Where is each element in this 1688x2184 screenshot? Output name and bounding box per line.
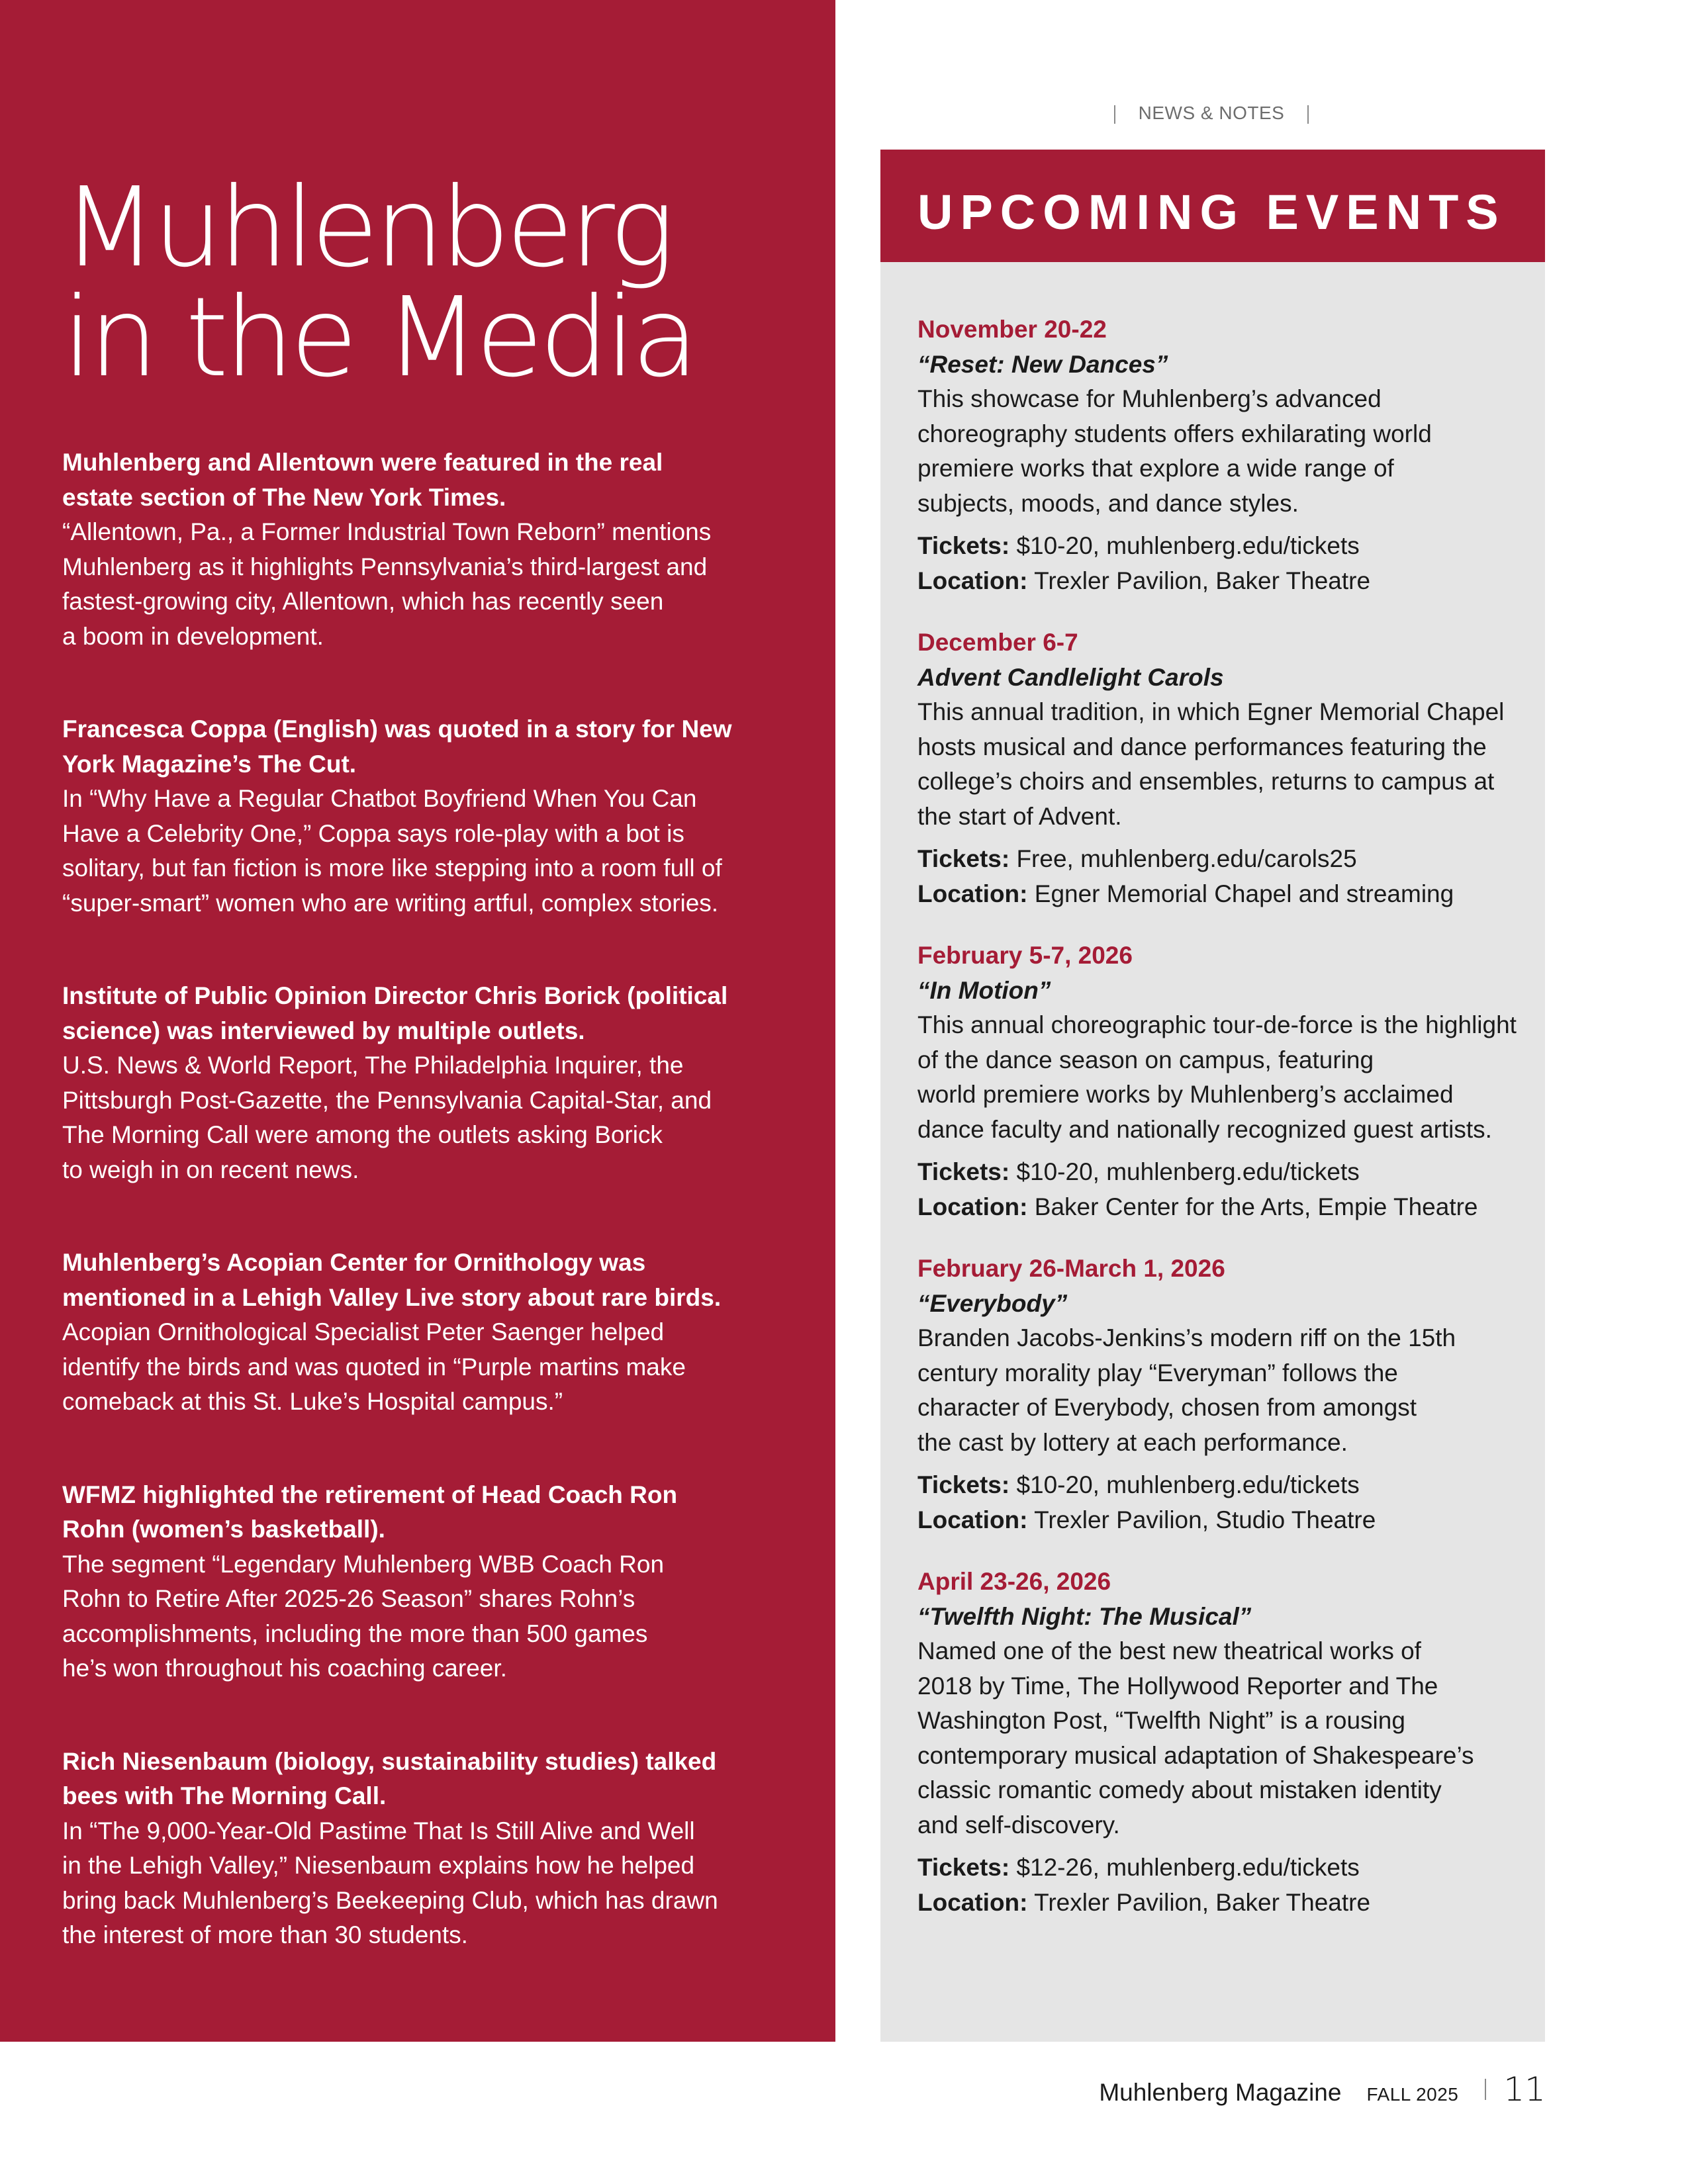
headline-line: science) was interviewed by multiple outlets. [62,1017,585,1044]
location-value: Baker Center for the Arts, Empie Theatre [1034,1193,1478,1220]
event-date: December 6-7 [917,629,1078,656]
description-line: subjects, moods, and dance styles. [917,489,1299,517]
event-date: February 5-7, 2026 [917,942,1133,969]
media-item [62,1246,777,1420]
event-tickets [917,1468,1533,1503]
description-line: 2018 by Time, The Hollywood Reporter and The [917,1672,1438,1700]
description-line: century morality play “Everyman” follows the [917,1359,1398,1387]
tickets-label: Tickets: [917,532,1010,559]
description-line: choreography students offers exhilarating world [917,420,1432,447]
media-item [62,445,777,654]
body-line: The segment “Legendary Muhlenberg WBB Coach Ron [62,1550,665,1578]
media-item-headline [62,1246,777,1315]
body-line: fastest-growing city, Allentown, which has recently seen [62,588,664,615]
event-location [917,1503,1533,1538]
description-line: classic romantic comedy about mistaken identity [917,1776,1442,1803]
event-title: “Everybody” [917,1290,1068,1317]
event-item [917,1564,1533,1920]
media-item-headline [62,1478,777,1547]
event-item [917,938,1533,1224]
description-line: hosts musical and dance performances featuring the [917,733,1487,760]
description-line: of the dance season on campus, featuring [917,1046,1374,1073]
description-line: This annual choreographic tour-de-force is the highlight [917,1011,1517,1038]
description-line: This showcase for Muhlenberg’s advanced [917,385,1382,412]
body-line: in the Lehigh Valley,” Niesenbaum explains how he helped [62,1852,695,1879]
headline-line: Muhlenberg and Allentown were featured in the real [62,449,663,476]
headline-line: Rich Niesenbaum (biology, sustainability studies) talked [62,1747,717,1775]
tickets-label: Tickets: [917,1471,1010,1498]
description-line: contemporary musical adaptation of Shakespeare’s [917,1741,1474,1769]
description-line: and self-discovery. [917,1811,1120,1839]
event-title: Advent Candlelight Carols [917,664,1224,691]
media-item-body [62,782,777,921]
description-line: the start of Advent. [917,802,1122,830]
section-label-divider-right [1307,105,1309,124]
event-location [917,1190,1533,1225]
media-item [62,712,777,921]
title-line-2: in the Media [62,274,695,402]
page-number: 11 [1503,2070,1546,2109]
media-panel [0,0,835,2042]
description-line: Washington Post, “Twelfth Night” is a rousing [917,1707,1405,1734]
event-date: April 23-26, 2026 [917,1568,1111,1595]
headline-line: estate section of The New York Times. [62,483,506,511]
headline-line: bees with The Morning Call. [62,1782,387,1809]
section-label [1112,103,1311,124]
title-line-1: Muhlenberg [62,164,671,292]
description-line: premiere works that explore a wide range of [917,455,1394,482]
location-value: Trexler Pavilion, Studio Theatre [1034,1506,1376,1533]
media-item [62,979,777,1187]
location-label: Location: [917,567,1028,594]
description-line: college’s choirs and ensembles, returns to campus at [917,768,1495,795]
section-label-text: NEWS & NOTES [1138,103,1285,123]
body-line: bring back Muhlenberg’s Beekeeping Club, which has drawn [62,1886,718,1914]
description-line: This annual tradition, in which Egner Memorial Chapel [917,698,1505,725]
event-description [917,1321,1533,1460]
description-line: Named one of the best new theatrical works of [917,1637,1421,1664]
body-line: “Allentown, Pa., a Former Industrial Town Reborn” mentions [62,518,712,545]
body-line: to weigh in on recent news. [62,1156,359,1183]
location-label: Location: [917,880,1028,907]
event-location [917,1886,1533,1921]
event-tickets [917,529,1533,564]
body-line: Pittsburgh Post-Gazette, the Pennsylvania Capital-Star, and [62,1086,712,1114]
events-panel [880,262,1545,2042]
footer-magazine-name: Muhlenberg Magazine [1099,2079,1342,2106]
event-item [917,625,1533,911]
events-heading: UPCOMING EVENTS [917,185,1506,240]
event-description [917,382,1533,521]
event-title: “In Motion” [917,977,1051,1004]
footer-season: FALL 2025 [1366,2084,1459,2105]
body-line: The Morning Call were among the outlets asking Borick [62,1121,663,1148]
body-line: Acopian Ornithological Specialist Peter Saenger helped [62,1318,665,1345]
tickets-value: Free, muhlenberg.edu/carols25 [1016,845,1357,872]
event-description [917,1008,1533,1147]
body-line: the interest of more than 30 students. [62,1921,468,1948]
body-line: Have a Celebrity One,” Coppa says role-play with a bot is [62,819,684,847]
body-line: comeback at this St. Luke’s Hospital campus.” [62,1388,563,1415]
media-list [62,445,777,2011]
headline-line: mentioned in a Lehigh Valley Live story about rare birds. [62,1283,722,1311]
headline-line: Muhlenberg’s Acopian Center for Ornithology was [62,1249,646,1276]
location-label: Location: [917,1888,1028,1916]
tickets-value: $12-26, muhlenberg.edu/tickets [1016,1854,1360,1881]
event-tickets [917,1155,1533,1190]
body-line: a boom in development. [62,622,324,650]
event-title: “Twelfth Night: The Musical” [917,1603,1252,1630]
footer-divider [1485,2079,1486,2100]
events-header [880,150,1545,262]
media-item-headline [62,979,777,1048]
tickets-label: Tickets: [917,1158,1010,1185]
description-line: Branden Jacobs-Jenkins’s modern riff on the 15th [917,1324,1456,1351]
body-line: Rohn to Retire After 2025-26 Season” shares Rohn’s [62,1585,635,1612]
location-value: Trexler Pavilion, Baker Theatre [1034,1888,1371,1916]
body-line: “super-smart” women who are writing artful, complex stories. [62,889,719,917]
body-line: he’s won throughout his coaching career. [62,1655,507,1682]
event-location [917,877,1533,912]
event-location [917,564,1533,599]
event-date: November 20-22 [917,316,1107,343]
event-item [917,1251,1533,1537]
event-description [917,695,1533,834]
event-item [917,312,1533,598]
event-tickets [917,842,1533,877]
body-line: solitary, but fan fiction is more like stepping into a room full of [62,854,722,882]
media-item-headline [62,1745,777,1814]
section-label-divider-left [1114,105,1115,124]
event-tickets [917,1850,1533,1886]
tickets-value: $10-20, muhlenberg.edu/tickets [1016,1471,1360,1498]
tickets-label: Tickets: [917,845,1010,872]
event-date: February 26-March 1, 2026 [917,1255,1225,1282]
description-line: world premiere works by Muhlenberg’s acclaimed [917,1081,1454,1108]
body-line: U.S. News & World Report, The Philadelphia Inquirer, the [62,1052,684,1079]
media-item-body [62,1814,777,1953]
location-label: Location: [917,1506,1028,1533]
media-item [62,1745,777,1953]
description-line: dance faculty and nationally recognized guest artists. [917,1115,1492,1143]
headline-line: Francesca Coppa (English) was quoted in a story for New [62,715,732,743]
media-item-body [62,1048,777,1187]
media-item-headline [62,445,777,515]
headline-line: Rohn (women’s basketball). [62,1516,385,1543]
tickets-label: Tickets: [917,1854,1010,1881]
body-line: In “The 9,000-Year-Old Pastime That Is Still Alive and Well [62,1817,695,1844]
page-footer [1099,2070,1546,2109]
event-description [917,1634,1533,1843]
description-line: character of Everybody, chosen from amongst [917,1394,1417,1421]
media-item [62,1478,777,1686]
media-item-headline [62,712,777,782]
page-title [62,164,695,402]
tickets-value: $10-20, muhlenberg.edu/tickets [1016,1158,1360,1185]
event-title: “Reset: New Dances” [917,351,1168,378]
events-list [917,312,1533,1946]
media-item-body [62,1315,777,1420]
location-label: Location: [917,1193,1028,1220]
body-line: identify the birds and was quoted in “Purple martins make [62,1353,686,1381]
headline-line: WFMZ highlighted the retirement of Head Coach Ron [62,1480,678,1508]
headline-line: York Magazine’s The Cut. [62,750,357,778]
body-line: In “Why Have a Regular Chatbot Boyfriend When You Can [62,785,697,812]
location-value: Trexler Pavilion, Baker Theatre [1034,567,1371,594]
description-line: the cast by lottery at each performance. [917,1428,1348,1456]
headline-line: Institute of Public Opinion Director Chris Borick (political [62,982,728,1009]
location-value: Egner Memorial Chapel and streaming [1034,880,1454,907]
body-line: accomplishments, including the more than 500 games [62,1619,648,1647]
media-item-body [62,1547,777,1686]
tickets-value: $10-20, muhlenberg.edu/tickets [1016,532,1360,559]
body-line: Muhlenberg as it highlights Pennsylvania’s third-largest and [62,553,708,580]
media-item-body [62,515,777,654]
